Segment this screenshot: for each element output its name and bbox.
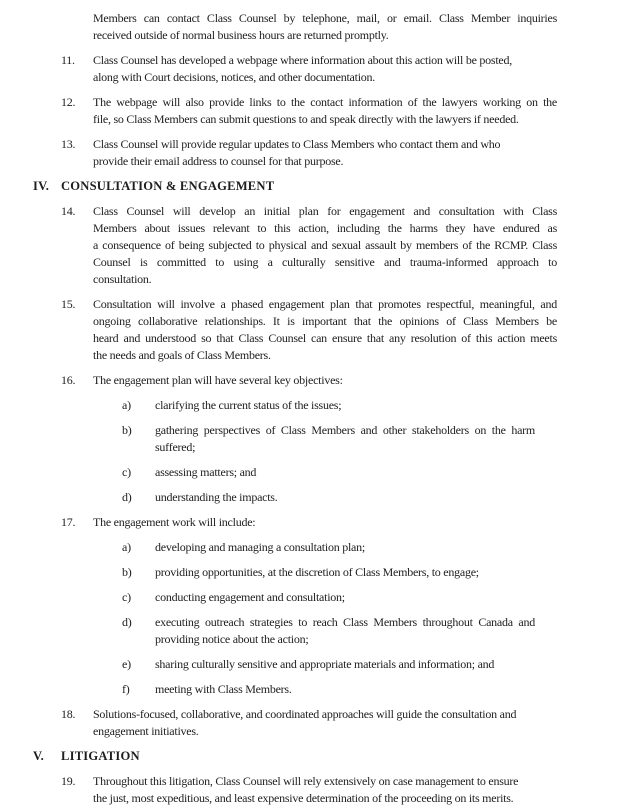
item-number: 16. xyxy=(61,373,76,387)
sub-paragraph xyxy=(122,564,624,581)
section-heading xyxy=(33,748,624,765)
text-line: Throughout this litigation, Class Counsel will rely extensively on case management to ensure xyxy=(93,774,519,788)
paragraph-text xyxy=(155,564,535,581)
paragraph-text xyxy=(155,489,535,506)
paragraph-text xyxy=(93,10,557,44)
paragraph-text xyxy=(155,422,535,456)
sub-letter: e) xyxy=(122,657,131,671)
sub-paragraph xyxy=(122,614,624,648)
paragraph-text xyxy=(93,136,557,170)
text-line: The engagement work will include: xyxy=(93,515,256,529)
section-numeral: IV. xyxy=(33,179,50,193)
item-number: 11. xyxy=(61,53,75,67)
item-number: 18. xyxy=(61,707,76,721)
text-line: clarifying the current status of the issues; xyxy=(155,398,342,412)
text-line: Class Counsel will develop an initial plan for engagement and consultation with Class xyxy=(93,204,557,218)
item-number: 12. xyxy=(61,95,76,109)
text-line: understanding the impacts. xyxy=(155,490,278,504)
sub-letter: b) xyxy=(122,423,132,437)
document-body xyxy=(0,10,624,807)
text-line: The webpage will also provide links to the contact information of the lawyers working on the xyxy=(93,95,557,109)
paragraph-text xyxy=(93,52,557,86)
sub-paragraph xyxy=(122,656,624,673)
text-line: sharing culturally sensitive and appropriate materials and information; and xyxy=(155,657,495,671)
numbered-paragraph xyxy=(61,52,624,86)
text-line: Members can contact Class Counsel by telephone, mail, or email. Class Member inquiries xyxy=(93,11,557,25)
text-line: the just, most expeditious, and least expensive determination of the proceeding on its merits. xyxy=(93,791,514,805)
text-line: executing outreach strategies to reach Class Members throughout Canada and xyxy=(155,615,535,629)
paragraph-text xyxy=(155,614,535,648)
text-line: suffered; xyxy=(155,440,196,454)
text-line: Consultation will involve a phased engagement plan that promotes respectful, meaningful, and xyxy=(93,297,557,311)
sub-letter: a) xyxy=(122,540,131,554)
paragraph-text xyxy=(155,656,535,673)
text-line: providing opportunities, at the discretion of Class Members, to engage; xyxy=(155,565,479,579)
sub-paragraph xyxy=(122,422,624,456)
text-line: developing and managing a consultation plan; xyxy=(155,540,365,554)
paragraph-text xyxy=(93,296,557,364)
text-line: received outside of normal business hours are returned promptly. xyxy=(93,28,389,42)
text-line: Class Counsel has developed a webpage where information about this action will be posted, xyxy=(93,53,512,67)
text-line: providing notice about the action; xyxy=(155,632,309,646)
text-line: conducting engagement and consultation; xyxy=(155,590,345,604)
text-line: heard and understood so that Class Counsel can ensure that any resolution of this action meets xyxy=(93,331,557,345)
text-line: ongoing collaborative relationships. It is important that the opinions of Class Members be xyxy=(93,314,557,328)
sub-letter: c) xyxy=(122,465,131,479)
numbered-paragraph xyxy=(61,296,624,364)
item-number: 15. xyxy=(61,297,76,311)
paragraph-text xyxy=(93,706,557,740)
sub-paragraph xyxy=(122,539,624,556)
item-number: 13. xyxy=(61,137,76,151)
text-line: meeting with Class Members. xyxy=(155,682,292,696)
text-line: a consequence of being subjected to physical and sexual assault by members of the RCMP. Class xyxy=(93,238,557,252)
section-title: LITIGATION xyxy=(61,749,140,763)
text-line: Solutions-focused, collaborative, and coordinated approaches will guide the consultation and xyxy=(93,707,517,721)
paragraph-text xyxy=(155,589,535,606)
numbered-paragraph xyxy=(61,706,624,740)
numbered-paragraph xyxy=(61,94,624,128)
text-line: Class Counsel will provide regular updates to Class Members who contact them and who xyxy=(93,137,501,151)
paragraph-text xyxy=(93,203,557,288)
sub-paragraph xyxy=(122,464,624,481)
section-title: CONSULTATION & ENGAGEMENT xyxy=(61,179,275,193)
numbered-paragraph xyxy=(61,203,624,288)
text-line: assessing matters; and xyxy=(155,465,257,479)
sub-letter: d) xyxy=(122,615,132,629)
numbered-paragraph xyxy=(61,372,624,389)
text-line: file, so Class Members can submit questions to and speak directly with the lawyers if needed. xyxy=(93,112,519,126)
sub-paragraph xyxy=(122,397,624,414)
paragraph-text xyxy=(93,372,557,389)
numbered-paragraph xyxy=(61,514,624,531)
sub-paragraph xyxy=(122,589,624,606)
sub-letter: d) xyxy=(122,490,132,504)
paragraph xyxy=(93,10,557,44)
text-line: consultation. xyxy=(93,272,152,286)
paragraph-text xyxy=(155,681,535,698)
paragraph-text xyxy=(93,514,557,531)
text-line: Counsel is committed to using a culturally sensitive and trauma-informed approach to xyxy=(93,255,557,269)
item-number: 14. xyxy=(61,204,76,218)
item-number: 19. xyxy=(61,774,76,788)
text-line: Members about issues relevant to this action, including the harms they have endured as xyxy=(93,221,557,235)
sub-letter: a) xyxy=(122,398,131,412)
paragraph-text xyxy=(155,464,535,481)
item-number: 17. xyxy=(61,515,76,529)
sub-letter: c) xyxy=(122,590,131,604)
text-line: engagement initiatives. xyxy=(93,724,199,738)
sub-paragraph xyxy=(122,489,624,506)
numbered-paragraph xyxy=(61,773,624,807)
paragraph-text xyxy=(155,539,535,556)
sub-paragraph xyxy=(122,681,624,698)
text-line: provide their email address to counsel for that purpose. xyxy=(93,154,344,168)
section-heading xyxy=(33,178,624,195)
sub-letter: b) xyxy=(122,565,132,579)
numbered-paragraph xyxy=(61,136,624,170)
paragraph-text xyxy=(93,94,557,128)
sub-letter: f) xyxy=(122,682,130,696)
text-line: along with Court decisions, notices, and other documentation. xyxy=(93,70,376,84)
paragraph-text xyxy=(93,773,557,807)
text-line: the needs and goals of Class Members. xyxy=(93,348,271,362)
text-line: gathering perspectives of Class Members and other stakeholders on the harm xyxy=(155,423,535,437)
text-line: The engagement plan will have several key objectives: xyxy=(93,373,343,387)
section-numeral: V. xyxy=(33,749,45,763)
paragraph-text xyxy=(155,397,535,414)
